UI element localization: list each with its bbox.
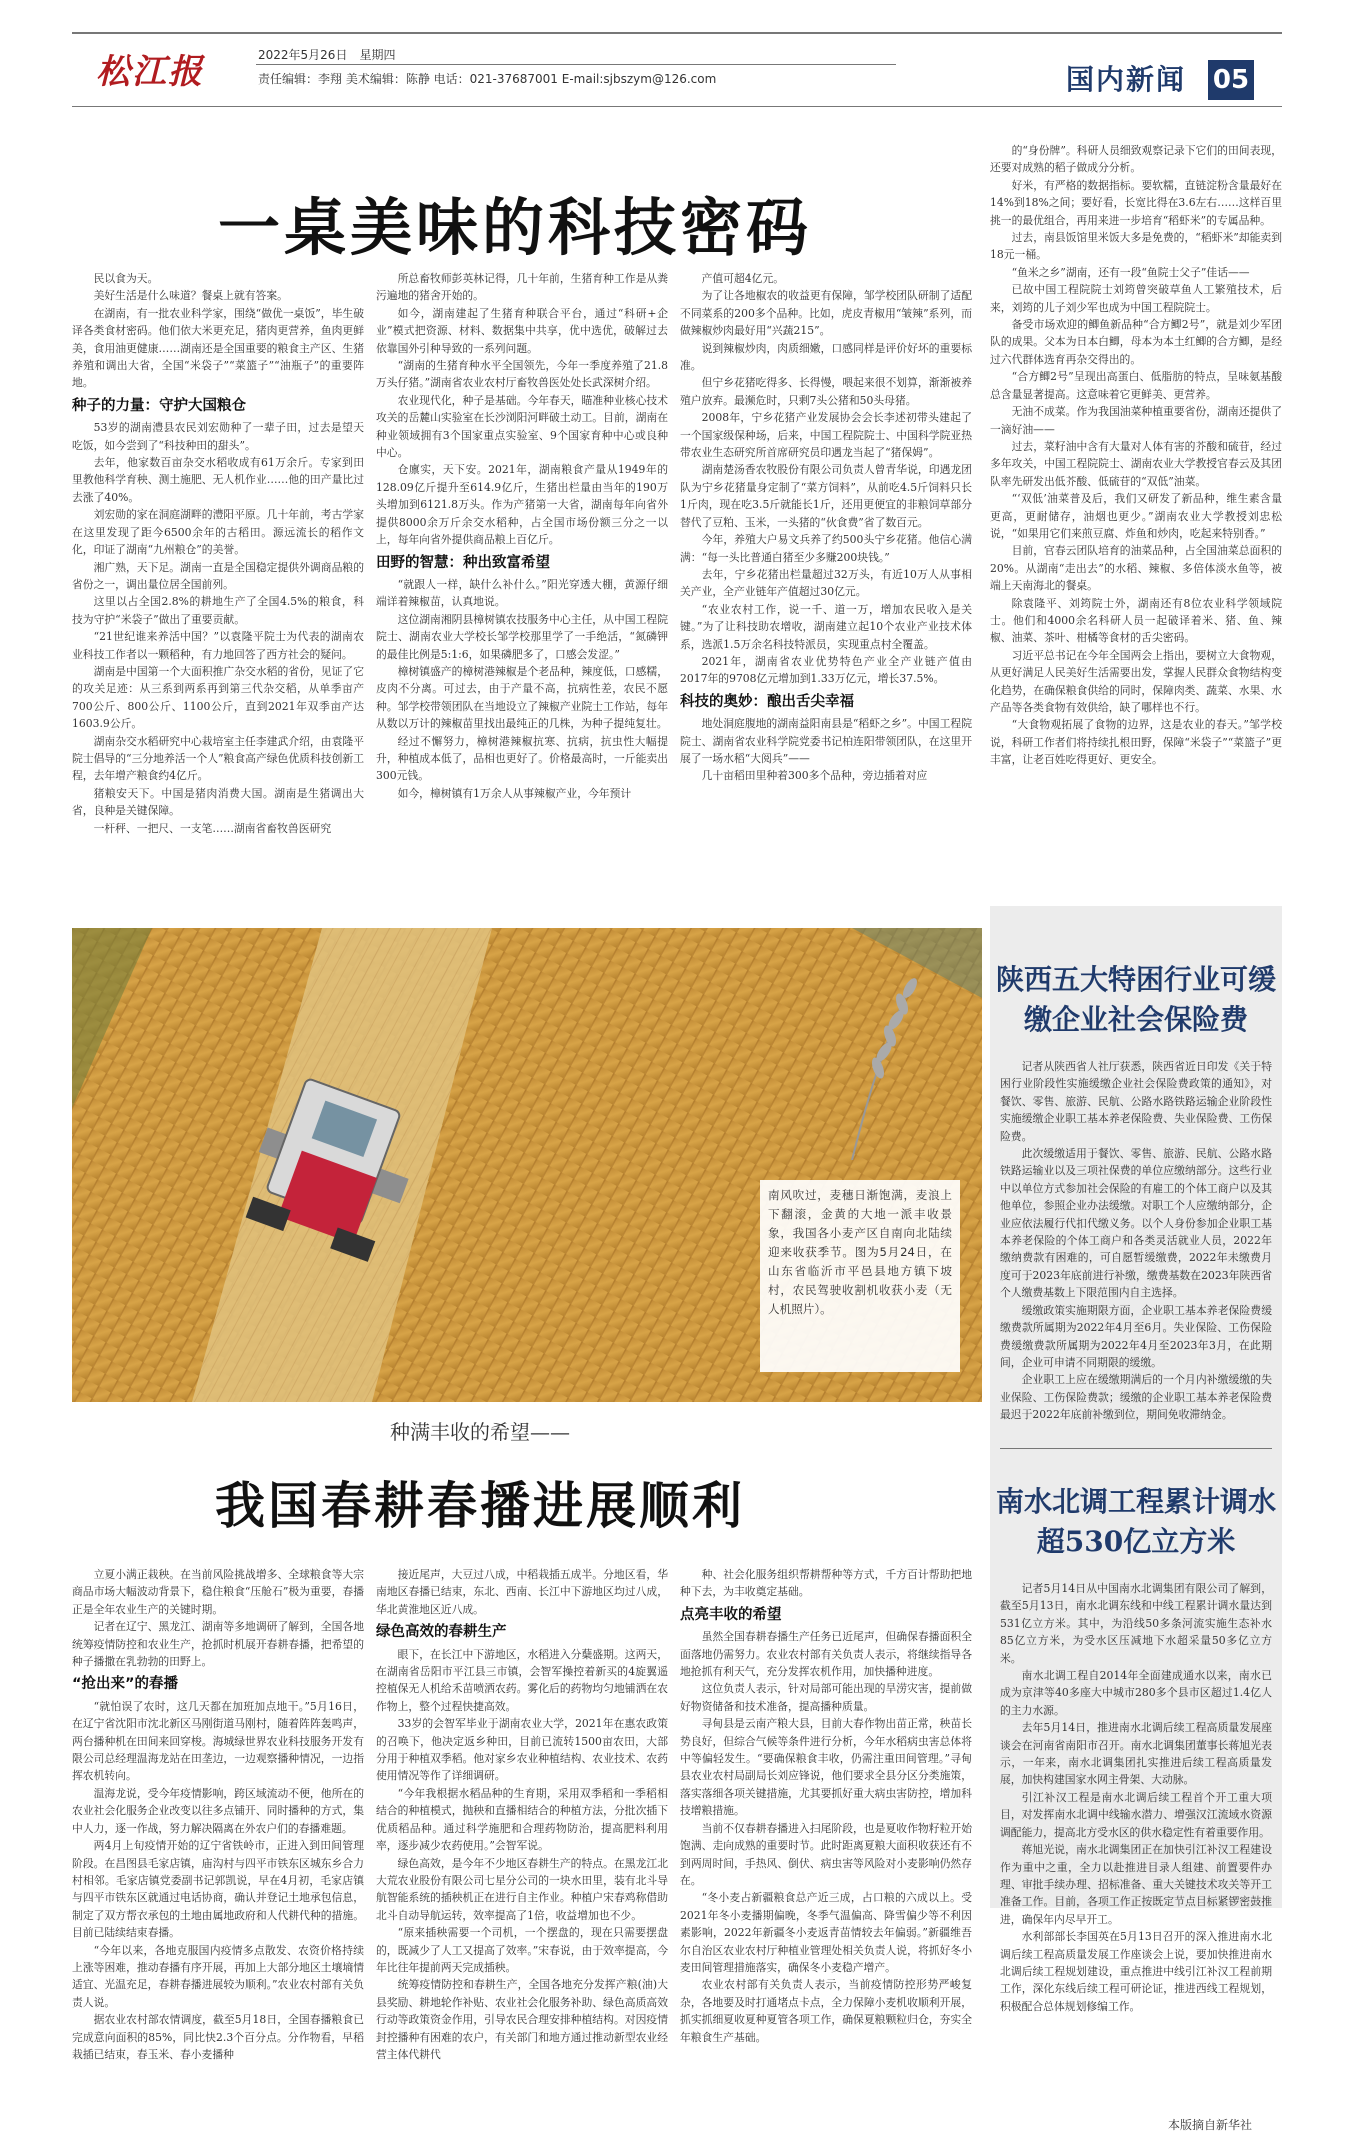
article1-column-4	[990, 142, 1282, 896]
article2-paragraph: 虽然全国春耕春播生产任务已近尾声，但确保春播面积全面落地仍需努力。农业农村部有关负责人表示，将继续指导各地抢抓有利天气，充分发挥农机作用，加快播种进度。	[680, 1630, 972, 1679]
article2-column-1	[72, 1566, 364, 2106]
article2-paragraph: 记者在辽宁、黑龙江、湖南等多地调研了解到，全国各地统筹疫情防控和农业生产，抢抓时机展开春耕春播，把希望的种子播撒在乳勃勃的田野上。	[72, 1620, 364, 1669]
source-note: 本版摘自新华社	[1168, 2118, 1253, 2132]
article1-paragraph: 好米，有严格的数据指标。要软糯，直链淀粉含量最好在14%到18%之间；要好看，长宽比得在3.6左右……这样百里挑一的最优组合，再用来进一步培育“稻虾米”的专属品种。	[990, 178, 1282, 227]
article2-paragraph: “今年我根据水稻品种的生育期，采用双季稻和一季稻相结合的种植模式，抛秧和直播相结合的种植方法，分批次插下优质稻品种。通过科学施肥和合理药物防治，提高肥料利用率，逐步减少农药使用。”会智军说。	[376, 1786, 668, 1853]
article1-paragraph: “大食物观拓展了食物的边界，这是农业的春天。”邹学校说，科研工作者们将持续扎根田野，保障“米袋子”“菜篮子”更丰富，让老百姓吃得更好、更安全。	[990, 718, 1282, 767]
article1-headline: 一桌美味的科技密码	[217, 191, 812, 264]
article2-paragraph: 温海龙说，受今年疫情影响，跨区域流动不便，他所在的农业社会化服务企业改变以往多点铺开、同时播种的方式，集中人力，逐一作战，努力解决隔离在外农户们的春播难题。	[72, 1786, 364, 1835]
side2-paragraph: 记者5月14日从中国南水北调集团有限公司了解到，截至5月13日，南水北调东线和中线工程累计调水量达到531亿立方米。其中，为沿线50多条河流实施生态补水85亿立方米，为受水区压减地下水超采量50多亿立方米。	[1000, 1582, 1272, 1665]
side1-paragraph: 缓缴政策实施期限方面，企业职工基本养老保险费缓缴费款所属期为2022年4月至6月。失业保险、工伤保险费缓缴费款所属期为2022年4月至2023年3月，在此期间，企业可申请不同期限的缓缴。	[1000, 1303, 1272, 1369]
article1-paragraph: 刘宏勋的家在洞庭湖畔的澧阳平原。几十年前，考古学家在这里发现了距今6500余年的古稻田。源远流长的稻作文化，印证了湖南“九州粮仓”的美誉。	[72, 508, 364, 557]
side1-paragraph: 此次缓缴适用于餐饮、零售、旅游、民航、公路水路铁路运输业以及三项社保费的单位应缴纳部分。这些行业中以单位方式参加社会保险的有雇工的个体工商户以及其他单位，参照企业办法缓缴。对职工个人应缴纳部分，企业应依法履行代扣代缴义务。以个人身份参加企业职工基本养老保险的个体工商户和各类灵活就业人员，2022年缴纳费款有困难的，可自愿暂缓缴费，2022年未缴费月度可于2023年底前进行补缴，缴费基数在2023年陕西省个人缴费基数上下限范围内自主选择。	[1000, 1147, 1272, 1300]
section-name: 国内新闻	[1066, 63, 1187, 96]
side2-paragraph: 水利部部长李国英在5月13日召开的深入推进南水北调后续工程高质量发展工作座谈会上说，要加快推进南水北调后续工程规划建设，重点推进中线引江补汉工程前期工作，深化东线后续工程可研论证，推进西线工程规划，积极配合总体规划修编工作。	[1000, 1930, 1272, 2013]
article2-column-2	[376, 1566, 668, 2106]
article1-paragraph: 这位湖南湘阴县樟树镇农技服务中心主任，从中国工程院院士、湖南农业大学校长邹学校那里学了一手绝活，“氮磷钾的最佳比例是5:1:6，如果磷肥多了，口感会发涩。”	[376, 612, 668, 661]
article1-paragraph: 湘广熟，天下足。湖南一直是全国稳定提供外调商品粮的省份之一，调出量位居全国前列。	[72, 560, 364, 591]
article1-paragraph: 在湖南，有一批农业科学家，围绕“做优一桌饭”，毕生破译各类食材密码。他们依大米更充足，猪肉更营养，鱼肉更鲜美，食用油更健康……湖南还是全国重要的粮食主产区、生猪养殖和调出大省，全国“米袋子”“菜篮子”“油瓶子”的重要阵地。	[72, 306, 364, 390]
article2-paragraph: 农业农村部有关负责人表示，当前疫情防控形势严峻复杂，各地要及时打通堵点卡点，全力保障小麦机收顺利开展，抓实抓细夏收夏种夏管各项工作，确保夏粮颗粒归仓，夯实全年粮食生产基础。	[680, 1978, 972, 2044]
article1-paragraph: 一杆秤、一把尺、一支笔……湖南省畜牧兽医研究	[93, 821, 332, 835]
article1-paragraph: “就跟人一样，缺什么补什么。”阳光穿透大棚，黄源仔细端详着辣椒苗，认真地说。	[376, 577, 668, 609]
side2-body	[1000, 1580, 1272, 2050]
article1-column-2	[376, 270, 668, 896]
article2-paragraph: 这位负责人表示，针对局部可能出现的旱涝灾害，提前做好物资储备和技术准备，提高播种质量。	[680, 1682, 972, 1713]
article1-paragraph: 如今，湖南建起了生猪育种联合平台，通过“科研+企业”模式把资源、材料、数据集中共享，优中选优，破解过去依靠国外引种导致的一系列问题。	[376, 306, 668, 355]
newspaper-logo: 松江报	[96, 52, 204, 92]
page-number: 05	[1208, 60, 1254, 100]
article1-paragraph: 但宁乡花猪吃得多、长得慢，喂起来很不划算，渐渐被养殖户放弃。最濒危时，只剩7头公猪和50头母猪。	[680, 376, 972, 407]
masthead-bottom-rule	[72, 106, 1282, 107]
article1-paragraph: “21世纪谁来养活中国？”以袁隆平院士为代表的湖南农业科技工作者以一颗稻种，有力地回答了西方社会的疑问。	[72, 630, 364, 661]
article2-paragraph: 据农业农村部农情调度，截至5月18日，全国春播粮食已完成意向面积的85%，同比快2.3个百分点。分作物看，早稻栽插已结束，春玉米、春小麦播种	[72, 2013, 364, 2061]
article1-paragraph: 过去，菜籽油中含有大量对人体有害的芥酸和硫苷，经过多年攻关，中国工程院院士、湖南农业大学教授官春云及其团队率先研发出低芥酸、低硫苷的“双低”油菜。	[990, 439, 1282, 488]
article2-subheading: “抢出来”的春播	[72, 1676, 179, 1693]
article2-paragraph: 统筹疫情防控和春耕生产，全国各地充分发挥产粮(油)大县奖励、耕地轮作补贴、农业社会化服务补助、绿色高质高效行动等政策资金作用，引导农民合理安排种植结构。对因疫情封控播种有困难的农户，有关部门和地方通过推动新型农业经营主体代耕代	[376, 1978, 668, 2061]
masthead-divider	[256, 64, 896, 65]
article2-subheading: 点亮丰收的希望	[680, 1606, 782, 1623]
article1-paragraph: “农业农村工作，说一千、道一万，增加农民收入是关键。”为了让科技助农增收，湖南建立起10个农业产业技术体系，选派1.5万余名科技特派员，实现重点村全覆盖。	[680, 602, 972, 651]
top-rule	[72, 32, 1282, 34]
side2-paragraph: 蒋旭光说，南水北调集团正在加快引江补汉工程建设作为重中之重，全力以赴推进目录人组建、前置要件办理、审批手续办理、招标准备、重大关键技术攻关等开工准备工作。目前，各项工作正按既定节点目标紧锣密鼓推进，确保年内尽早开工。	[1000, 1843, 1272, 1926]
side1-paragraph: 记者从陕西省人社厅获悉，陕西省近日印发《关于特困行业阶段性实施缓缴企业社会保险费政策的通知》，对餐饮、零售、旅游、民航、公路水路铁路运输企业阶段性实施缓缴企业职工基本养老保险费、失业保险费、工伤保险费。	[1000, 1060, 1272, 1143]
side-divider	[1000, 1448, 1272, 1449]
article2-paragraph: 寻甸县是云南产粮大县，目前大春作物出苗正常，秧苗长势良好，但综合气候等条件进行分析，今年水稻病虫害总体将中等偏轻发生。“要确保粮食丰收，仍需注重田间管理。”寻甸县农业农村局副局长刘应锋说，他们要求全县分区分类施策，落实落细各项关键措施，尤其要抓好重大病虫害防控，增加科技增粮措施。	[680, 1717, 972, 1818]
article1-paragraph: “鱼米之乡”湖南，还有一段“鱼院士父子”佳话——	[1011, 265, 1250, 279]
article1-paragraph: “湖南的生猪育种水平全国领先，今年一季度养殖了21.8万头仔猪。”湖南省农业农村厅畜牧兽医处处长武深树介绍。	[376, 359, 668, 390]
article1-paragraph: 农业现代化，种子是基础。今年春天，瞄准种业核心技术攻关的岳麓山实验室在长沙浏阳河畔破土动工。目前，湖南在种业领域拥有3个国家重点实验室、9个国家育种中心或良种中心。	[376, 393, 668, 460]
article2-paragraph: 绿色高效，是今年不少地区春耕生产的特点。在黑龙江北大荒农业股份有限公司七星分公司的一块水田里，装有北斗导航智能系统的插秧机正在进行自主作业。种植户宋春鸡称借助北斗自动导航运转，效率提高了1倍，收益增加也不少。	[376, 1856, 668, 1922]
wheat-icon	[812, 960, 932, 1160]
article2-paragraph: “今年以来，各地克服国内疫情多点散发、农资价格持续上涨等困难，推动春播有序开展，再加上大部分地区土壤墒情适宜、光温充足，春耕春播进展较为顺利。”农业农村部有关负责人说。	[72, 1943, 364, 2009]
article1-paragraph: 所总畜牧师彭英林记得，几十年前，生猪育种工作是从粪污遍地的猪舍开始的。	[376, 272, 668, 303]
article1-paragraph: 说到辣椒炒肉，肉质细嫩，口感同样是评价好坏的重要标准。	[680, 341, 972, 373]
side1-headline: 陕西五大特困行业可缓缴企业社会保险费	[996, 963, 1277, 1036]
article1-paragraph: 除袁隆平、刘筠院士外，湖南还有8位农业科学领域院士。他们和4000余名科研人员一起破译着米、猪、鱼、辣椒、油菜、茶叶、柑橘等食材的舌尖密码。	[990, 596, 1282, 645]
article1-paragraph: 湖南是中国第一个大面积推广杂交水稻的省份，见证了它的攻关足迹：从三系到两系再到第三代杂交稻，从单季亩产700公斤、800公斤、1100公斤，直到2021年双季亩产达1603.9公斤。	[72, 664, 364, 731]
article2-paragraph: 立夏小满正栽秧。在当前风险挑战增多、全球粮食等大宗商品市场大幅波动背景下，稳住粮食“压舱石”极为重要，春播正是全年农业生产的关键时期。	[72, 1568, 364, 1616]
article1-paragraph: 53岁的湖南澧县农民刘宏勋种了一辈子田，过去是望天吃饭，如今尝到了“科技种田的甜头”。	[72, 421, 364, 452]
article2-paragraph: “原来插秧需要一个司机，一个摆盘的，现在只需要摆盘的，既减少了人工又提高了效率。”宋春说，由于效率提高，今年比往年提前两天完成插秧。	[376, 1926, 668, 1974]
article2-subheading: 绿色高效的春耕生产	[376, 1624, 507, 1641]
article1-paragraph: 湖南楚汤香农牧股份有限公司负责人曾青华说，印遇龙团队为宁乡花猪量身定制了“菜方饲料”，从前吃4.5斤饲料只长1斤肉，现在吃3.5斤就能长1斤，还用更便宜的非粮饲草部分替代了豆粕、玉米，一头猪的“伙食费”省了数百元。	[680, 463, 972, 529]
article1-paragraph: 2021年，湖南省农业优势特色产业全产业链产值由2017年的9708亿元增加到1.33万亿元，增长37.5%。	[680, 654, 972, 686]
article2-kicker: 种满丰收的希望——	[390, 1420, 570, 1444]
article1-paragraph: 几十亩稻田里种着300多个品种，旁边插着对应	[701, 769, 928, 783]
side2-paragraph: 引江补汉工程是南水北调后续工程首个开工重大项目，对发挥南水北调中线输水潜力、增强汉江流域水资源调配能力，提高北方受水区的供水稳定性有着重要作用。	[1000, 1790, 1272, 1839]
article1-paragraph: 目前，官春云团队培育的油菜品种，占全国油菜总面积的20%。从湖南“走出去”的水稻、辣椒、多倍体淡水鱼等，被端上天南海北的餐桌。	[990, 544, 1282, 593]
article1-paragraph: 仓廪实，天下安。2021年，湖南粮食产量从1949年的128.09亿斤提升至614.9亿斤，生猪出栏量由当年的190万头增加到6121.8万头。作为产猪第一大省，湖南每年向省外提供8000余万斤余交水稻种，占全国市场份额三分之一以上，每年向省外提供商品粮上百亿斤。	[376, 463, 668, 547]
article1-paragraph: 民以食为天。	[93, 272, 159, 285]
article1-paragraph: “合方鲫2号”呈现出高蛋白、低脂肪的特点，呈味氨基酸总含量显著提高。这意味着它更鲜美、更营养。	[990, 370, 1282, 401]
article1-paragraph: 今年，养殖大户易文兵养了约500头宁乡花猪。他信心满满：“每一头比普通白猪至少多赚200块钱。”	[680, 533, 972, 564]
article2-paragraph: 接近尾声，大豆过八成，中稻栽插五成半。分地区看，华南地区春播已结束，东北、西南、长江中下游地区均过八成，华北黄淮地区近八成。	[376, 1568, 668, 1616]
article1-paragraph: 过去，南县饭馆里米饭大多是免费的，“稻虾米”却能卖到18元一桶。	[990, 231, 1282, 262]
article2-headline: 我国春耕春播进展顺利	[215, 1477, 745, 1535]
side1-paragraph: 企业职工上应在缓缴期满后的一个月内补缴缓缴的失业保险、工伤保险费款；缓缴的企业职工基本养老保险费最迟于2022年底前补缴到位，期间免收滞纳金。	[1000, 1373, 1272, 1422]
article1-paragraph: 美好生活是什么味道？餐桌上就有答案。	[93, 289, 288, 303]
side2-paragraph: 南水北调工程自2014年全面建成通水以来，南水已成为京津等40多座大中城市280多个县市区超过1.4亿人的主力水源。	[1000, 1669, 1272, 1717]
issue-date: 2022年5月26日 星期四	[258, 48, 396, 62]
article2-paragraph: 眼下，在长江中下游地区，水稻进入分蘖盛期。这两天，在湖南省岳阳市平江县三市镇，会智军操控着新买的4旋翼遥控植保无人机给禾苗喷洒农药。雾化后的药物均匀地铺洒在农作物上，整个过程快捷高效。	[376, 1647, 668, 1713]
article1-paragraph: 已故中国工程院院士刘筠曾突破草鱼人工繁殖技术，后来，刘筠的儿子刘少军也成为中国工程院院士。	[990, 283, 1282, 314]
article1-paragraph: 备受市场欢迎的鲫鱼新品种“合方鲫2号”，就是刘少军团队的成果。父本为日本白鲫，母本为本土红鲫的合方鲫，是经过六代群体选育再杂交得出的。	[990, 318, 1282, 366]
side2-headline: 南水北调工程累计调水超530亿立方米	[996, 1485, 1277, 1558]
article2-paragraph: 两4月上旬疫情开始的辽宁省铁岭市，正进入到田间管理阶段。在昌图县毛家店镇，庙沟村与四平市铁东区城东乡合力村相邻。毛家店镇党委副书记郭凯说，早在4月初，毛家店镇与四平市铁东区就通过电话协商，确认并登记土地承包信息，制定了双方帮衣承包的土地由属地政府和人代耕代种的措施。目前已陆续结束春播。	[72, 1839, 364, 1940]
article2-paragraph: “冬小麦占新疆粮食总产近三成，占口粮的六成以上。受2021年冬小麦播期偏晚，冬季气温偏高、降雪偏少等不利因素影响，2022年新疆冬小麦返青苗情较去年偏弱。”新疆维吾尔自治区农业农村厅种植业管理处相关负责人说，将抓好冬小麦田间管理措施落实，确保冬小麦稳产增产。	[680, 1891, 972, 1974]
article1-paragraph: 湖南杂交水稻研究中心栽培室主任李建武介绍，由袁隆平院士倡导的“三分地养活一个人”粮食高产绿色优质科技创新工程，去年增产粮食约4亿斤。	[72, 734, 364, 783]
article1-paragraph: 如今，樟树镇有1万余人从事辣椒产业，今年预计	[397, 786, 632, 800]
article1-paragraph: 无油不成菜。作为我国油菜种植重要省份，湖南还提供了一滴好油——	[990, 405, 1282, 436]
article1-subheading: 科技的奥妙：酿出舌尖幸福	[680, 693, 854, 710]
article1-paragraph: 习近平总书记在今年全国两会上指出，要树立大食物观，从更好满足人民美好生活需要出发，掌握人民群众食物结构变化趋势，在确保粮食供给的同时，保障肉类、蔬菜、水果、水产品等各类食物有效供给，缺了哪样也不行。	[990, 648, 1282, 714]
side2-paragraph: 去年5月14日，推进南水北调后续工程高质量发展座谈会在河南省南阳市召开。南水北调集团董事长蒋旭光表示，一年来，南水北调集团扎实推进后续工程高质量发展，加快构建国家水网主骨架、大动脉。	[1000, 1721, 1272, 1787]
photo-caption-box	[760, 1180, 960, 1372]
article2-paragraph: “就怕误了农时，这几天都在加班加点地干。”5月16日，在辽宁省沈阳市沈北新区马刚街道马刚村，随着阵阵轰鸣声，两台播种机在田间来回穿梭。海城绿世界农业科技服务开发有限公司总经理温海龙站在田垄边，一边观察播种情况，一边指挥农机转向。	[72, 1699, 364, 1783]
wheat-decoration	[812, 960, 932, 1160]
article1-paragraph: 樟树镇盛产的樟树港辣椒是个老品种，辣度低，口感糯，皮肉不分离。可过去，由于产量不高，抗病性差，农民不愿种。邹学校带领团队在当地设立了辣椒产业院士工作站，每年从数以万计的辣椒苗里找出最纯正的几株，为种子提纯复壮。	[376, 664, 668, 731]
article1-paragraph: 去年，他家数百亩杂交水稻收成有61万余斤。专家到田里教他科学育秧、测土施肥、无人机作业……他的田产量比过去涨了40%。	[72, 456, 364, 504]
article1-paragraph: 为了让各地椒农的收益更有保障，邹学校团队研制了适配不同菜系的200多个品种。比如，虎皮青椒用“皱辣”系列，而做辣椒炒肉最好用“兴蔬215”。	[680, 289, 972, 338]
article1-paragraph: 地处洞庭腹地的湖南益阳南县是“稻虾之乡”。中国工程院院士、湖南省农业科学院党委书记柏连阳带领团队，在这里开展了一场水稻“大阅兵”——	[680, 717, 972, 765]
article1-paragraph: 去年，宁乡花猪出栏量超过32万头，有近10万人从事相关产业，全产业链年产值超过30亿元。	[680, 567, 972, 599]
photo-caption: 南风吹过，麦穗日渐饱满，麦浪上下翻滚，金黄的大地一派丰收景象，我国各小麦产区自南向北陆续迎来收获季节。图为5月24日，在山东省临沂市平邑县地方镇下坡村，农民驾驶收割机收获小麦（无人机照片）。	[768, 1188, 952, 1316]
article1-paragraph: 这里以占全国2.8%的耕地生产了全国4.5%的粮食，科技为守护“米袋子”做出了重要贡献。	[72, 595, 364, 626]
article1-paragraph: 2008年，宁乡花猪产业发展协会会长李述初带头建起了一个国家级保种场，后来，中国工程院院士、中国科学院亚热带农业生态研究所首席研究员印遇龙当起了“猪保姆”。	[680, 411, 972, 460]
article1-subheading: 种子的力量：守护大国粮仓	[72, 397, 246, 414]
article1-column-1	[72, 270, 364, 896]
article1-paragraph: 产值可超4亿元。	[701, 272, 785, 285]
article1-subheading: 田野的智慧：种出致富希望	[376, 554, 550, 571]
article2-column-3	[680, 1566, 972, 2106]
article2-paragraph: 种、社会化服务组织帮耕帮种等方式，千方百计帮助把地种下去，为丰收奠定基础。	[680, 1568, 972, 1599]
article1-paragraph: 经过不懈努力，樟树港辣椒抗寒、抗病，抗虫性大幅提升，种植成本低了，品相也更好了。价格最高时，一斤能卖出300元钱。	[376, 734, 668, 783]
article1-column-3	[680, 270, 972, 896]
article1-paragraph: “‘双低’油菜普及后，我们又研发了新品种，维生素含量更高，更耐储存，油烟也更少。”湖南农业大学教授刘忠松说，“如果用它们来煎豆腐、炸鱼和炒肉，吃起来特别香。”	[990, 492, 1282, 540]
article1-paragraph: 猪粮安天下。中国是猪肉消费大国。湖南是生猪调出大省，良种是关键保障。	[72, 786, 364, 818]
article2-paragraph: 33岁的会智军毕业于湖南农业大学，2021年在惠农政策的召唤下，他决定返乡种田，目前已流转1500亩农田，大部分用于种植双季稻。他对家乡农业种植结构、农业技术、农药使用情况等作了详细调研。	[376, 1717, 668, 1783]
editor-credits: 责任编辑：李翔 美术编辑：陈静 电话：021-37687001 E-mail:sjbszym@126.com	[258, 72, 717, 86]
article1-paragraph: 的“身份牌”。科研人员细致观察记录下它们的田间表现，还要对成熟的稻子做成分分析。	[990, 144, 1282, 175]
side1-body	[1000, 1058, 1272, 1438]
article2-paragraph: 当前不仅春耕春播进入扫尾阶段，也是夏收作物籽粒开始饱满、走向成熟的重要时节。此时距离夏粮大面积收获还有不到两周时间，手热风、倒伏、病虫害等风险对小麦影响仍然存在。	[680, 1821, 972, 1887]
